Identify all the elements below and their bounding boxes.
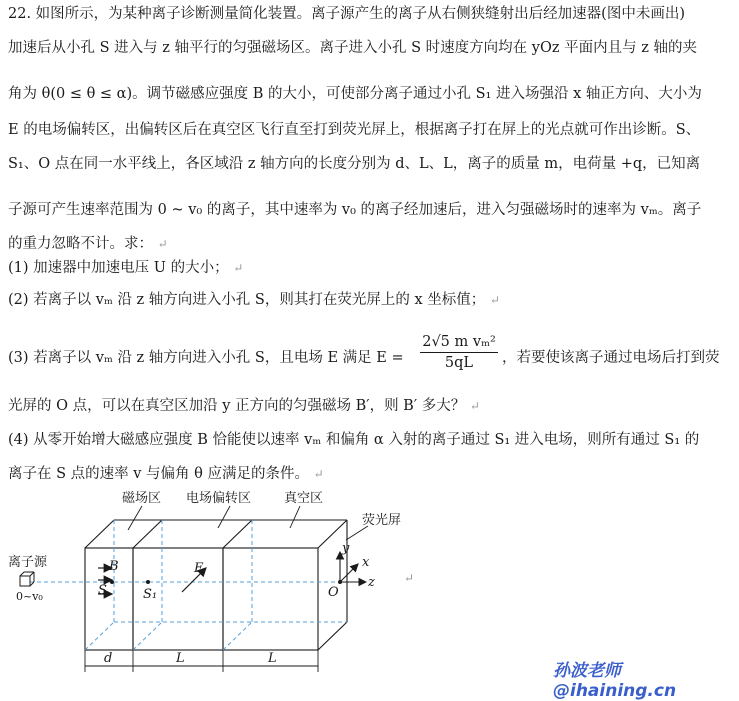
point-S xyxy=(110,580,114,584)
label-L2: L xyxy=(268,651,277,666)
question-3-line-1-tail: ，若要使该离子通过电场后打到荧 xyxy=(502,350,720,366)
problem-line-7: 的重力忽略不计。求： ↵ xyxy=(8,236,168,252)
problem-line-6: 子源可产生速率范围为 0 ~ v₀ 的离子，其中速率为 v₀ 的离子经加速后，进入匀强磁场时的速率为 vₘ。离子 xyxy=(8,202,702,218)
label-magnetic-zone: 磁场区 xyxy=(122,491,162,506)
label-S: S xyxy=(98,583,107,598)
problem-line-5: S₁、O 点在同一水平线上，各区域沿 z 轴方向的长度分别为 d、L、L，离子的质量 m，电荷量 +q，已知离 xyxy=(8,156,701,172)
label-vacuum-zone: 真空区 xyxy=(284,491,324,506)
label-y: y xyxy=(342,541,350,556)
problem-number: 22. xyxy=(8,6,32,22)
vacuum-box-front xyxy=(223,548,318,650)
label-E: E xyxy=(194,561,204,576)
problem-line-4: E 的电场偏转区，出偏转区后在真空区飞行直至打到荧光屏上，根据离子打在屏上的光点就可作出诊断。S、 xyxy=(8,122,701,138)
label-deflection-zone: 电场偏转区 xyxy=(186,491,252,506)
figure-return-mark: ↵ xyxy=(404,571,415,585)
label-d: d xyxy=(104,651,113,666)
problem-text-1: 如图所示，为某种离子诊断测量简化装置。离子源产生的离子从右侧狭缝射出后经加速器(图中未画出) xyxy=(35,6,685,22)
dimension-lines xyxy=(85,650,318,672)
label-screen: 荧光屏 xyxy=(362,513,402,528)
label-z: z xyxy=(368,575,375,590)
watermark: 孙波老师@ihaining.cn xyxy=(553,661,677,701)
problem-line-3: 角为 θ(0 ≤ θ ≤ α)。调节磁感应强度 B 的大小，可使部分离子通过小孔 S₁ 进入场强沿 x 轴正方向、大小为 xyxy=(8,86,702,102)
label-speed-range: 0~v₀ xyxy=(16,590,43,603)
formula-numerator: 2√5 m vₘ² xyxy=(420,334,498,353)
label-L1: L xyxy=(176,651,185,666)
problem-line-2: 加速后从小孔 S 进入与 z 轴平行的匀强磁场区。离子进入小孔 S 时速度方向均在 yOz 平面内且与 z 轴的夹 xyxy=(8,40,697,56)
question-2: (2) 若离子以 vₘ 沿 z 轴方向进入小孔 S，则其打在荧光屏上的 x 坐标值； ↵ xyxy=(8,292,500,308)
ion-source-box xyxy=(20,572,34,586)
formula-denominator: 5qL xyxy=(444,355,474,371)
question-4-line-2: 离子在 S 点的速率 v 与偏角 θ 应满足的条件。 ↵ xyxy=(8,466,324,482)
question-3-line-2: 光屏的 O 点，可以在真空区加沿 y 正方向的匀强磁场 B′，则 B′ 多大？ ↵ xyxy=(8,398,480,414)
point-S1 xyxy=(146,580,150,584)
question-3-line-1: (3) 若离子以 vₘ 沿 z 轴方向进入小孔 S，且电场 E 满足 E = xyxy=(8,350,409,366)
question-4-line-1: (4) 从零开始增大磁感应强度 B 恰能使以速率 vₘ 和偏角 α 入射的离子通过 S₁ 进入电场，则所有通过 S₁ 的 xyxy=(8,432,700,448)
label-B: B xyxy=(109,559,119,574)
question-1: (1) 加速器中加速电压 U 的大小； ↵ xyxy=(8,260,244,276)
label-x: x xyxy=(362,555,370,570)
label-S1: S₁ xyxy=(143,587,158,602)
label-ion-source: 离子源 xyxy=(8,555,48,570)
label-O: O xyxy=(328,585,339,600)
